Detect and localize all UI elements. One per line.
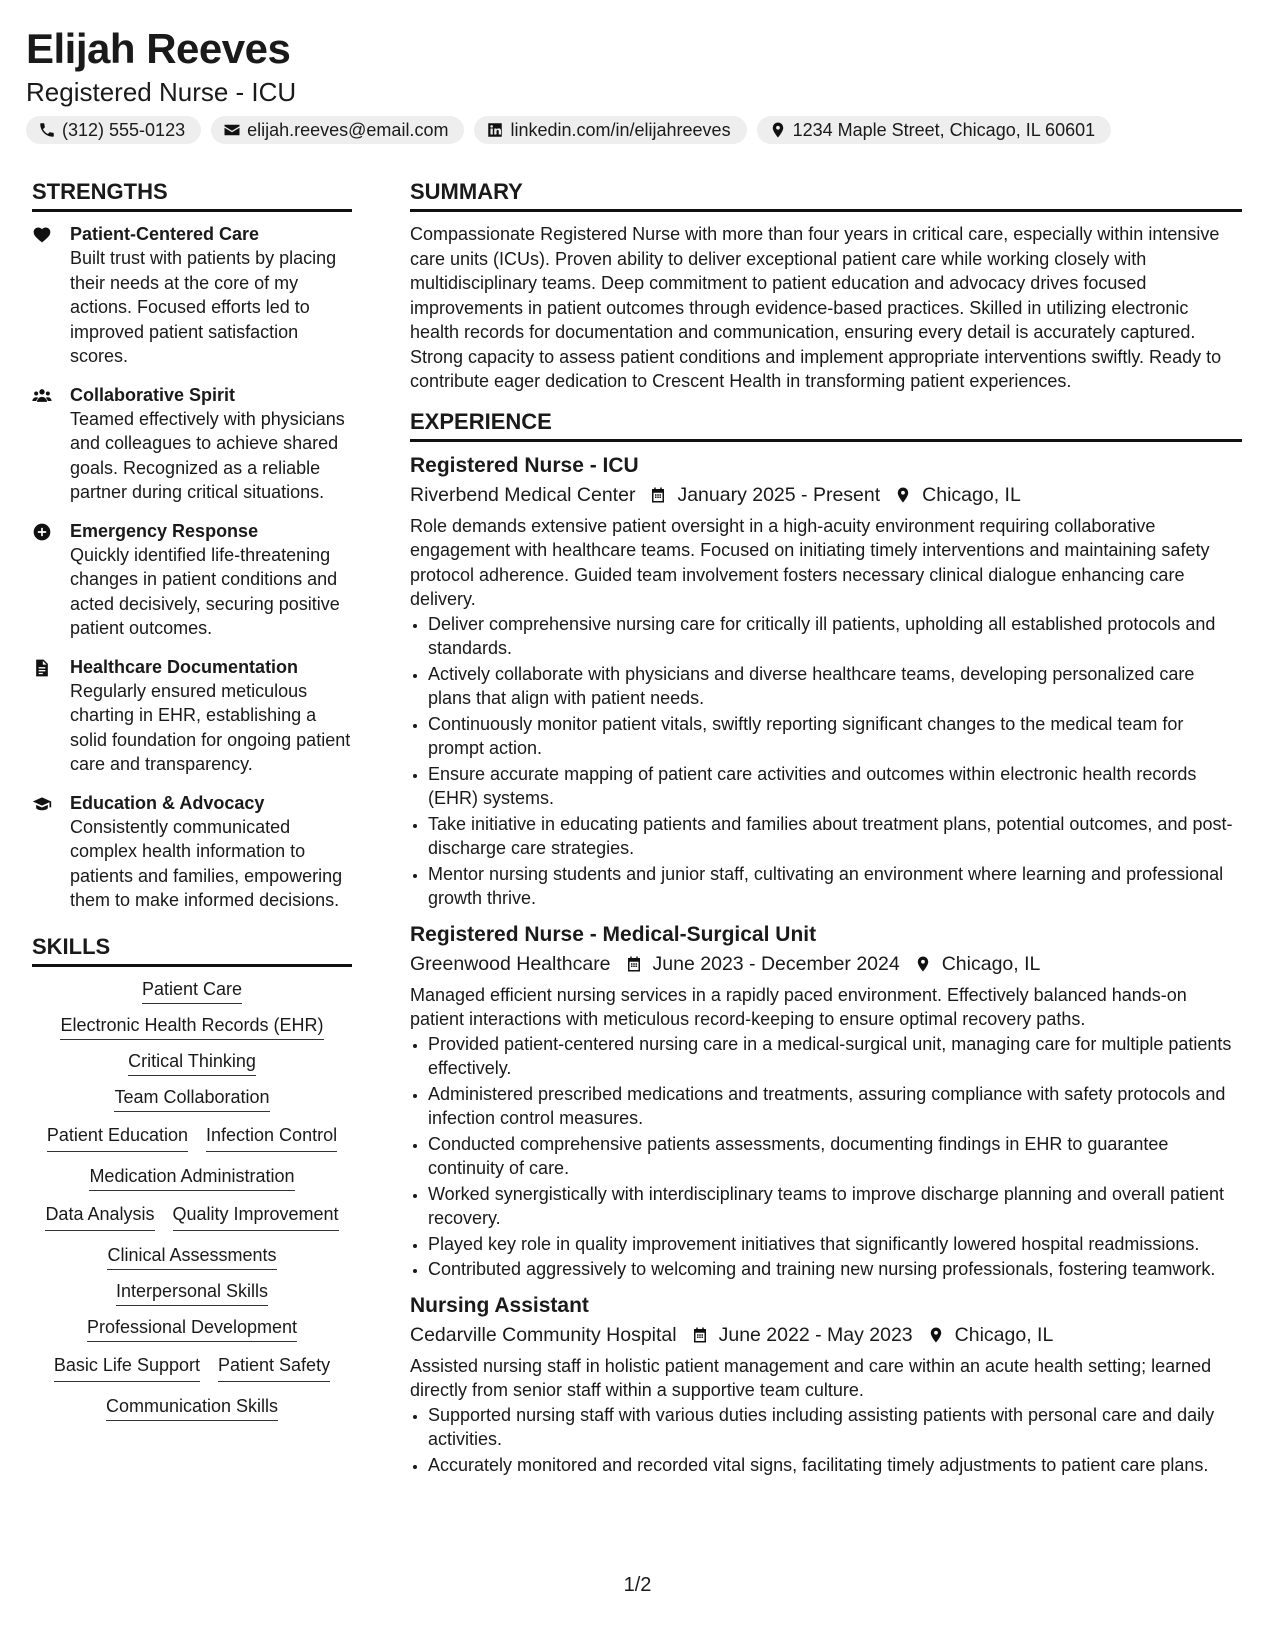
- summary-heading: SUMMARY: [410, 178, 1242, 212]
- heart-icon: [32, 225, 52, 245]
- strength-item: [32, 222, 352, 369]
- contact-bar: [26, 116, 1249, 144]
- strength-item: [32, 791, 352, 913]
- strength-title: Healthcare Documentation: [70, 656, 299, 677]
- map-pin-icon: [927, 1326, 945, 1344]
- resume-header: [26, 24, 1249, 144]
- experience-heading: EXPERIENCE: [410, 408, 1242, 442]
- job-bullets: [410, 1403, 1242, 1478]
- strength-title: Collaborative Spirit: [70, 384, 236, 405]
- job-entry: [410, 921, 1242, 1282]
- job-bullet: • Accurately monitored and recorded vital signs, facilitating timely adjustments to patient care plans.: [428, 1453, 1242, 1478]
- skill-tag: Critical Thinking: [128, 1049, 256, 1076]
- strength-title: Emergency Response: [70, 520, 259, 541]
- left-column: [32, 178, 352, 1418]
- users-icon: [32, 386, 52, 406]
- job-description: Role demands extensive patient oversight in a high-acuity environment requiring collaborative engagement with healthcare teams. Focused on initiating timely interventions and maintaining safety protocol adherence. Guided team involvement fosters necessary clinical dialogue enhancing care delivery.: [410, 515, 1210, 609]
- skill-tag: Basic Life Support: [54, 1351, 200, 1382]
- calendar-icon: [625, 955, 643, 973]
- job-bullet: • Contributed aggressively to welcoming and training new nursing professionals, fostering teamwork.: [428, 1257, 1242, 1282]
- strength-item: [32, 383, 352, 505]
- calendar-icon: [649, 486, 667, 504]
- skill-tag: Team Collaboration: [114, 1085, 269, 1112]
- strength-item: [32, 655, 352, 777]
- skill-tag: Interpersonal Skills: [116, 1279, 268, 1306]
- contact-address-text: 1234 Maple Street, Chicago, IL 60601: [792, 120, 1096, 140]
- strength-desc: Regularly ensured meticulous charting in EHR, establishing a solid foundation for ongoing patient care and transparency.: [70, 680, 351, 774]
- graduation-cap-icon: [32, 794, 52, 814]
- document-icon: [32, 658, 52, 678]
- skill-tag: Data Analysis: [45, 1200, 154, 1231]
- job-meta: [410, 480, 1242, 510]
- job-bullet: • Ensure accurate mapping of patient care activities and outcomes within electronic health records (EHR) systems.: [428, 762, 1242, 811]
- job-location: Chicago, IL: [922, 483, 1021, 506]
- strength-desc: Built trust with patients by placing their needs at the core of my actions. Focused efforts led to improved patient satisfaction scores.: [70, 248, 337, 366]
- contact-linkedin-text: linkedin.com/in/elijahreeves: [510, 120, 731, 140]
- contact-phone-text: (312) 555-0123: [62, 120, 186, 140]
- skills-list: [32, 977, 352, 1418]
- job-bullet: • Supported nursing staff with various duties including assisting patients with personal care and daily activities.: [428, 1403, 1242, 1452]
- page-number: 1/2: [623, 1574, 652, 1596]
- job-bullet: • Actively collaborate with physicians and diverse healthcare teams, developing personalized care plans that align with patient needs.: [428, 662, 1242, 711]
- job-location: Chicago, IL: [954, 1323, 1054, 1346]
- job-bullet: • Take initiative in educating patients and families about treatment plans, potential outcomes, and post-discharge care strategies.: [428, 812, 1242, 861]
- contact-address[interactable]: [757, 116, 1112, 144]
- strength-desc: Teamed effectively with physicians and colleagues to achieve shared goals. Recognized as a reliable partner during critical situations.: [70, 408, 345, 502]
- job-bullet: • Mentor nursing students and junior staff, cultivating an environment where learning and professional growth thrive.: [428, 862, 1242, 911]
- job-bullet: • Deliver comprehensive nursing care for critically ill patients, upholding all established protocols and standards.: [428, 612, 1242, 661]
- strength-desc: Quickly identified life-threatening changes in patient conditions and acted decisively, securing positive patient outcomes.: [70, 544, 340, 638]
- skill-tag: Electronic Health Records (EHR): [60, 1013, 323, 1040]
- job-bullet: • Worked synergistically with interdisciplinary teams to improve discharge planning and overall patient recovery.: [428, 1182, 1242, 1231]
- job-company: Cedarville Community Hospital: [410, 1323, 677, 1346]
- job-title: Nursing Assistant: [410, 1293, 589, 1317]
- job-location: Chicago, IL: [941, 952, 1041, 975]
- calendar-icon: [691, 1326, 709, 1344]
- job-dates: January 2025 - Present: [677, 483, 881, 506]
- job-bullet: • Administered prescribed medications and treatments, assuring compliance with safety protocols and infection control measures.: [428, 1082, 1242, 1131]
- job-description: Managed efficient nursing services in a rapidly paced environment. Effectively balanced hands-on patient interactions with meticulous record-keeping to ensure optimal recovery paths.: [410, 984, 1187, 1029]
- job-bullets: [410, 1032, 1242, 1282]
- skill-tag: Infection Control: [206, 1121, 337, 1152]
- contact-phone[interactable]: [26, 116, 201, 144]
- map-pin-icon: [914, 955, 932, 973]
- contact-linkedin[interactable]: [474, 116, 746, 144]
- summary-text: Compassionate Registered Nurse with more than four years in critical care, especially within intensive care units (ICUs). Proven ability to deliver exceptional patient care while working closely with multidisciplinary teams. Deep commitment to patient education and advocacy drives focused improvements in patient outcomes through evidence-based practices. Skilled in utilizing electronic health records for documentation and communication, ensuring every detail is accurately captured. Strong capacity to assess patient conditions and implement appropriate interventions swiftly. Ready to contribute eager dedication to Crescent Health in transforming patient experiences.: [410, 224, 1222, 391]
- linkedin-icon: [486, 121, 504, 139]
- job-meta: [410, 1320, 1242, 1350]
- skill-tag: Patient Care: [142, 977, 242, 1004]
- job-meta: [410, 949, 1242, 979]
- skill-tag: Quality Improvement: [173, 1200, 339, 1231]
- job-title: Registered Nurse - ICU: [410, 453, 639, 477]
- job-description: Assisted nursing staff in holistic patient management and care within an acute health setting; learned directly from senior staff within a supportive team culture.: [410, 1355, 1212, 1400]
- strength-item: [32, 519, 352, 641]
- job-dates: June 2022 - May 2023: [718, 1323, 913, 1346]
- contact-email[interactable]: [211, 116, 464, 144]
- strengths-heading: STRENGTHS: [32, 178, 352, 212]
- skill-tag: Patient Education: [47, 1121, 188, 1152]
- job-company: Riverbend Medical Center: [410, 483, 636, 506]
- job-bullet: • Played key role in quality improvement initiatives that significantly lowered hospital readmissions.: [428, 1232, 1242, 1257]
- right-column: [410, 178, 1242, 1478]
- map-pin-icon: [769, 121, 787, 139]
- candidate-role: Registered Nurse - ICU: [26, 77, 297, 107]
- skill-tag: Clinical Assessments: [107, 1243, 276, 1270]
- contact-email-text: elijah.reeves@email.com: [247, 120, 449, 140]
- envelope-icon: [223, 121, 241, 139]
- map-pin-icon: [894, 486, 912, 504]
- job-bullets: [410, 612, 1242, 911]
- skill-tag: Medication Administration: [89, 1164, 294, 1191]
- skill-tag: Patient Safety: [218, 1351, 330, 1382]
- phone-icon: [38, 121, 56, 139]
- skill-tag: Communication Skills: [106, 1394, 278, 1421]
- job-bullet: • Conducted comprehensive patients assessments, documenting findings in EHR to guarantee continuity of care.: [428, 1132, 1242, 1181]
- job-title: Registered Nurse - Medical-Surgical Unit: [410, 922, 817, 946]
- strength-desc: Consistently communicated complex health information to patients and families, empowering them to make informed decisions.: [70, 816, 343, 910]
- job-dates: June 2023 - December 2024: [652, 952, 900, 975]
- candidate-name: Elijah Reeves: [26, 25, 291, 72]
- job-bullet: • Continuously monitor patient vitals, swiftly reporting significant changes to the medical team for prompt action.: [428, 712, 1242, 761]
- plus-circle-icon: [32, 522, 52, 542]
- skills-heading: SKILLS: [32, 933, 352, 967]
- strength-title: Patient-Centered Care: [70, 224, 260, 244]
- strength-title: Education & Advocacy: [70, 792, 265, 813]
- job-company: Greenwood Healthcare: [410, 952, 611, 975]
- job-entry: [410, 452, 1242, 911]
- skill-tag: Professional Development: [87, 1315, 297, 1342]
- job-bullet: • Provided patient-centered nursing care in a medical-surgical unit, managing care for multiple patients effectively.: [428, 1032, 1242, 1081]
- job-entry: [410, 1292, 1242, 1478]
